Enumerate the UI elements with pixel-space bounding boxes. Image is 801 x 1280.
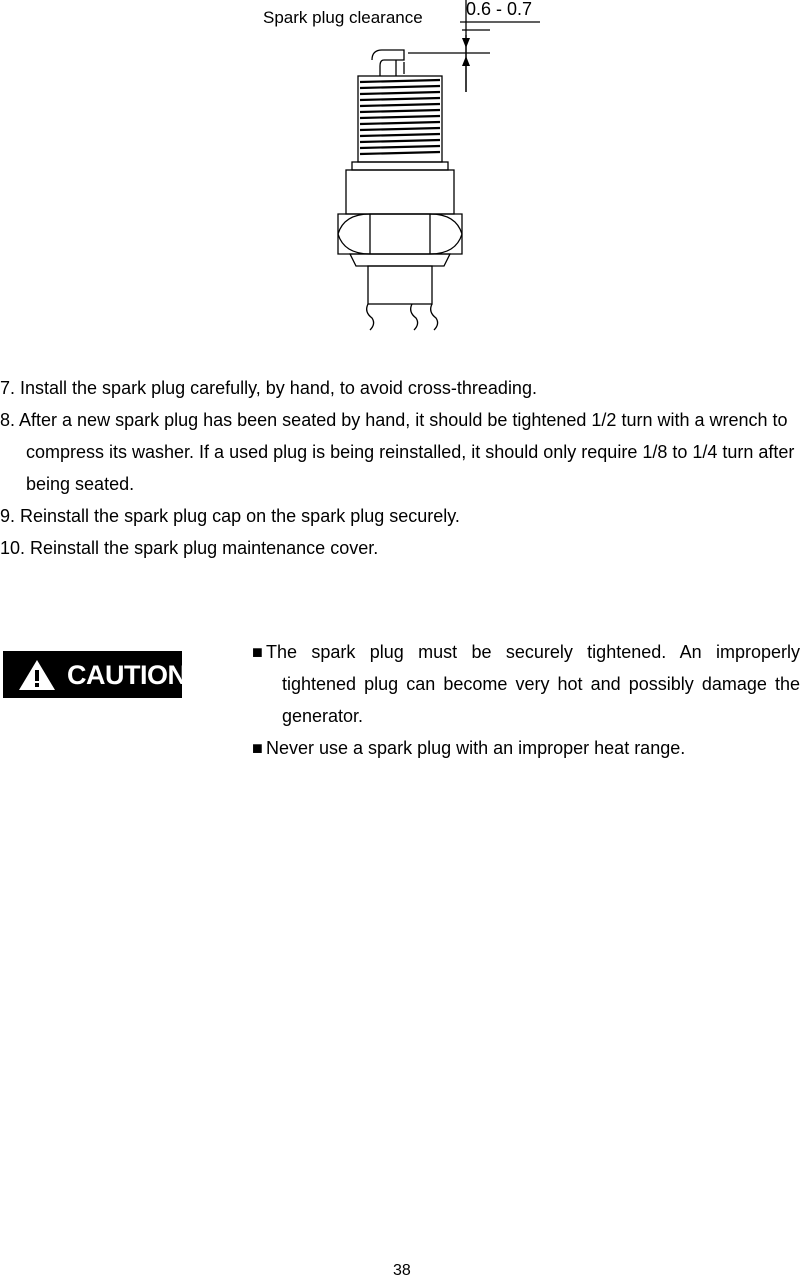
caution-label: CAUTION xyxy=(67,660,187,690)
ground-electrode xyxy=(372,50,404,76)
step-9: 9. Reinstall the spark plug cap on the spark plug securely. xyxy=(0,506,460,526)
thread-section xyxy=(358,76,442,162)
warning-triangle-icon xyxy=(17,658,57,692)
caution-badge xyxy=(3,651,187,698)
caution-note: ■ Never use a spark plug with an improper heat range. xyxy=(252,732,800,764)
step-8: 8. After a new spark plug has been seated by hand, it should be tightened 1/2 turn with a wrench to compress its washer. If a used plug is being reinstalled, it should only require 1/8 to 1/4 turn after being seated. xyxy=(0,410,795,494)
insulator xyxy=(368,266,432,304)
dimension-arrow-up xyxy=(462,56,470,66)
plug-shell xyxy=(346,170,454,214)
clearance-label: Spark plug clearance xyxy=(263,8,423,27)
caution-notes xyxy=(252,636,800,764)
dimension-arrow-down xyxy=(462,38,470,48)
step-10: 10. Reinstall the spark plug maintenance cover. xyxy=(0,538,379,558)
spark-plug-diagram xyxy=(0,0,801,345)
instruction-steps xyxy=(0,372,801,564)
square-bullet-icon: ■ xyxy=(252,642,263,662)
square-bullet-icon: ■ xyxy=(252,738,263,758)
caution-note: ■ The spark plug must be securely tightened. An improperly tightened plug can become very hot and possibly damage the generator. xyxy=(252,636,800,732)
clearance-value: 0.6 - 0.7 xyxy=(466,0,533,19)
page-number: 38 xyxy=(393,1262,411,1279)
hex-nut xyxy=(338,214,462,254)
step-7: 7. Install the spark plug carefully, by hand, to avoid cross-threading. xyxy=(0,378,537,398)
